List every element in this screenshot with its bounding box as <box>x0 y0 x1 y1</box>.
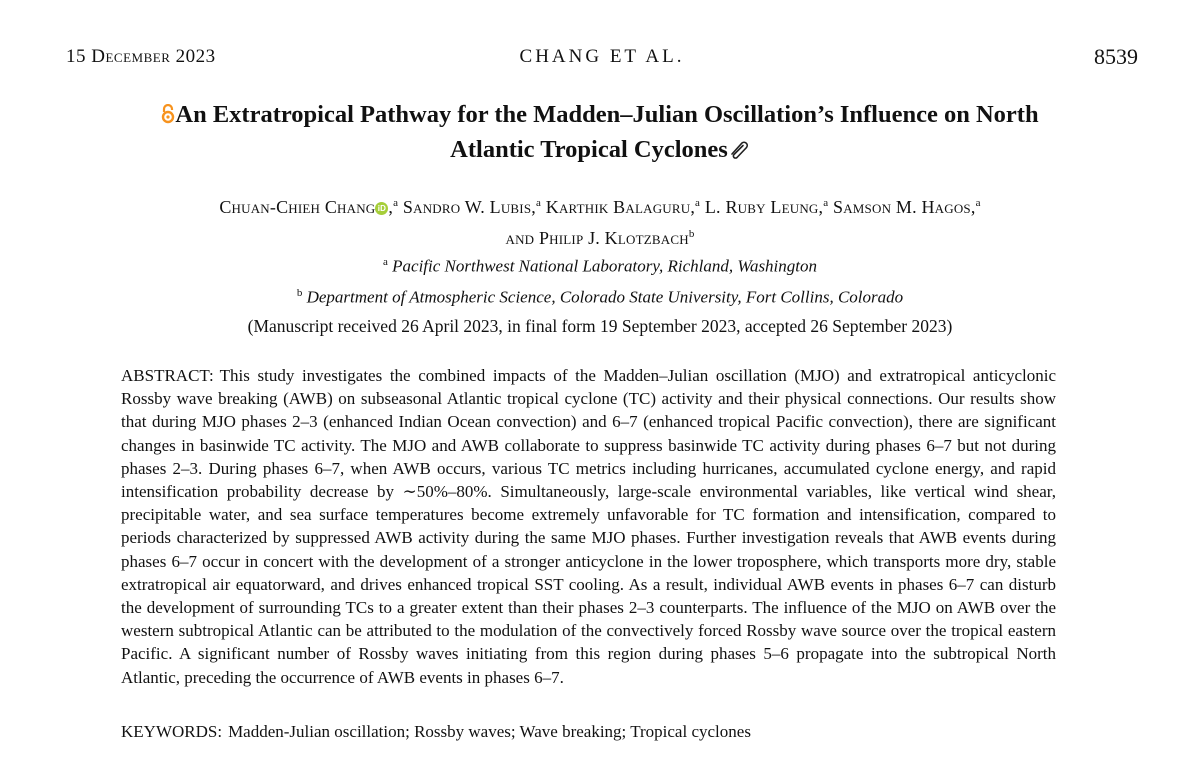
author-name: Karthik Balaguru <box>545 197 691 217</box>
affiliation-text: Department of Atmospheric Science, Colorado State University, Fort Collins, Colorado <box>306 287 904 307</box>
abstract-label: ABSTRACT: <box>121 366 214 385</box>
keywords-label: KEYWORDS: <box>121 722 223 741</box>
author-name: Samson M. Hagos <box>833 197 971 217</box>
author-name: L. Ruby Leung <box>704 197 819 217</box>
affiliation-mark: a <box>823 197 829 209</box>
author-name: Sandro W. Lubis <box>402 197 532 217</box>
affiliation-mark: b <box>688 228 695 240</box>
title-line-2: Atlantic Tropical Cyclones <box>450 136 728 163</box>
affiliations <box>60 249 1140 310</box>
article-title <box>80 98 1120 168</box>
affiliation-mark: a <box>535 197 542 209</box>
affiliation-b <box>60 280 1140 311</box>
author-list: Chuan-Chieh Chang iD ,$^a$ Sandro W. Lubis,$^a$ Karthik Balaguru,$^a$ L. Ruby Leung,$^a$ Samson M. Hagos,$^a$ and Philip J. Klotzbach$^b$ <box>219 197 981 248</box>
running-head: CHANG ET AL. <box>519 46 685 67</box>
abstract <box>121 364 1056 689</box>
affiliation-mark: a <box>393 197 399 209</box>
page-header <box>66 44 1138 74</box>
orcid-icon[interactable]: iD <box>375 202 388 215</box>
author-name: Chuan-Chieh Chang <box>219 197 376 217</box>
abstract-text: This study investigates the combined impacts of the Madden–Julian oscillation (MJO) and extratropical anticyclonic Rossby wave breaking (AWB) on subseasonal Atlantic tropical cyclone (TC) activity and their physical connections. Our results show that during MJO phases 2–3 (enhanced Indian Ocean convection) and 6–7 (enhanced tropical Pacific convection), there are significant changes in basinwide TC activity. The MJO and AWB collaborate to suppress basinwide TC activity during phases 6–7 but not during phases 2–3. During phases 6–7, when AWB occurs, various TC metrics including hurricanes, accumulated cyclone energy, and rapid intensification probability decrease by ∼50%–80%. Simultaneously, large-scale environmental variables, like vertical wind shear, precipitable water, and sea surface temperatures become extremely unfavorable for TC formation and intensification, compared to periods characterized by suppressed AWB activity during the same MJO phases. Further investigation reveals that AWB events during phases 6–7 occur in concert with the development of a stronger anticyclone in the lower troposphere, which transports more dry, stable extratropical air equatorward, and drives enhanced tropical SST cooling. As a result, individual AWB events in phases 6–7 can disturb the development of surrounding TCs to a greater extent than their phases 2–3 counterparts. The influence of the MJO on AWB over the western subtropical Atlantic can be attributed to the modulation of the convectively forced Rossby wave source over the tropical eastern Pacific. A significant number of Rossby waves initiating from this region during phases 5–6 propagate into the subtropical North Atlantic, preceding the occurrence of AWB events in phases 6–7. <box>121 366 1056 687</box>
affiliation-mark: a <box>695 197 701 209</box>
keywords <box>121 722 1056 742</box>
author-name: and Philip J. Klotzbach <box>505 228 689 248</box>
affiliation-mark: b <box>296 286 303 299</box>
manuscript-history: (Manuscript received 26 April 2023, in final form 19 September 2023, accepted 26 September 2023) <box>247 316 953 336</box>
issue-date: 15 December 2023 <box>66 46 216 67</box>
affiliation-text: Pacific Northwest National Laboratory, Richland, Washington <box>392 256 817 276</box>
title-line-1: An Extratropical Pathway for the Madden–Julian Oscillation’s Influence on North <box>175 101 1039 128</box>
affiliation-mark: a <box>383 256 388 268</box>
open-access-lock-icon[interactable] <box>161 100 175 133</box>
affiliation-a <box>60 249 1140 280</box>
keywords-text: Madden-Julian oscillation; Rossby waves; Wave breaking; Tropical cyclones <box>228 722 751 741</box>
affiliation-mark: a <box>975 197 981 209</box>
page-number: 8539 <box>1094 44 1138 69</box>
paperclip-icon[interactable] <box>728 135 750 168</box>
